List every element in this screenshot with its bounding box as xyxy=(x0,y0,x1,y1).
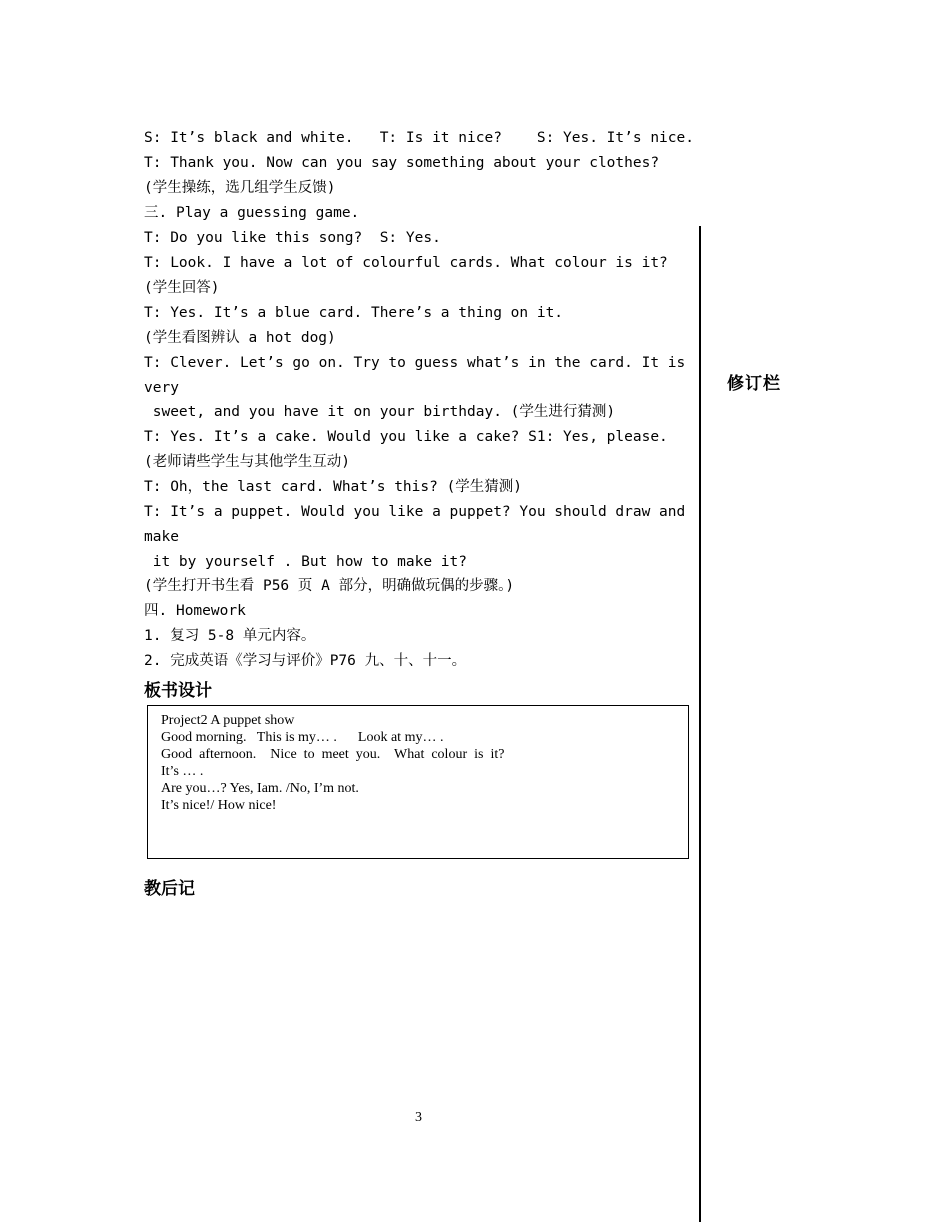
lesson-line: 四. Homework xyxy=(144,603,246,619)
revision-column-label: 修订栏 xyxy=(727,374,781,394)
board-line: Good morning. This is my… . Look at my… . xyxy=(161,730,444,745)
lesson-line: 2. 完成英语《学习与评价》P76 九、十、十一。 xyxy=(144,653,467,669)
page-number: 3 xyxy=(415,1110,422,1125)
lesson-line: (学生回答) xyxy=(144,280,220,296)
lesson-line: T: Look. I have a lot of colourful cards. What colour is it? xyxy=(144,255,668,271)
board-line: It’s nice!/ How nice! xyxy=(161,798,277,813)
board-line: Good afternoon. Nice to meet you. What colour is it? xyxy=(161,747,505,762)
lesson-line: T: Oh，the last card. What’s this? (学生猜测) xyxy=(144,479,523,495)
revision-column-rule xyxy=(699,226,701,1222)
lesson-line: T: Yes. It’s a cake. Would you like a cake? S1: Yes, please. xyxy=(144,429,668,445)
board-line: It’s … . xyxy=(161,764,204,779)
lesson-line: (老师请些学生与其他学生互动) xyxy=(144,454,350,470)
lesson-line: 1. 复习 5-8 单元内容。 xyxy=(144,628,316,644)
lesson-line: very xyxy=(144,380,179,396)
lesson-line: 三. Play a guessing game. xyxy=(144,205,360,221)
board-line: Are you…? Yes, Iam. /No, I’m not. xyxy=(161,781,359,796)
lesson-line: T: Thank you. Now can you say something about your clothes? xyxy=(144,155,660,171)
board-design-box xyxy=(147,705,689,859)
lesson-line: T: Do you like this song? S: Yes. xyxy=(144,230,441,246)
lesson-line: T: Clever. Let’s go on. Try to guess what’s in the card. It is xyxy=(144,355,686,371)
lesson-line: S: It’s black and white. T: Is it nice? S: Yes. It’s nice. xyxy=(144,130,694,146)
board-line: Project2 A puppet show xyxy=(161,713,295,728)
lesson-line: (学生打开书生看 P56 页 A 部分，明确做玩偶的步骤。) xyxy=(144,578,515,594)
lesson-line: T: Yes. It’s a blue card. There’s a thing on it. xyxy=(144,305,564,321)
lesson-line: (学生看图辨认 a hot dog) xyxy=(144,330,336,346)
board-design-heading: 板书设计 xyxy=(144,681,212,701)
lesson-line: sweet, and you have it on your birthday. (学生进行猜测) xyxy=(144,404,616,420)
lesson-line: T: It’s a puppet. Would you like a puppet? You should draw and xyxy=(144,504,686,520)
lesson-line: make xyxy=(144,529,179,545)
lesson-line: (学生操练，选几组学生反馈) xyxy=(144,180,336,196)
reflection-heading: 教后记 xyxy=(144,879,195,899)
lesson-line: it by yourself . But how to make it? xyxy=(144,554,468,570)
